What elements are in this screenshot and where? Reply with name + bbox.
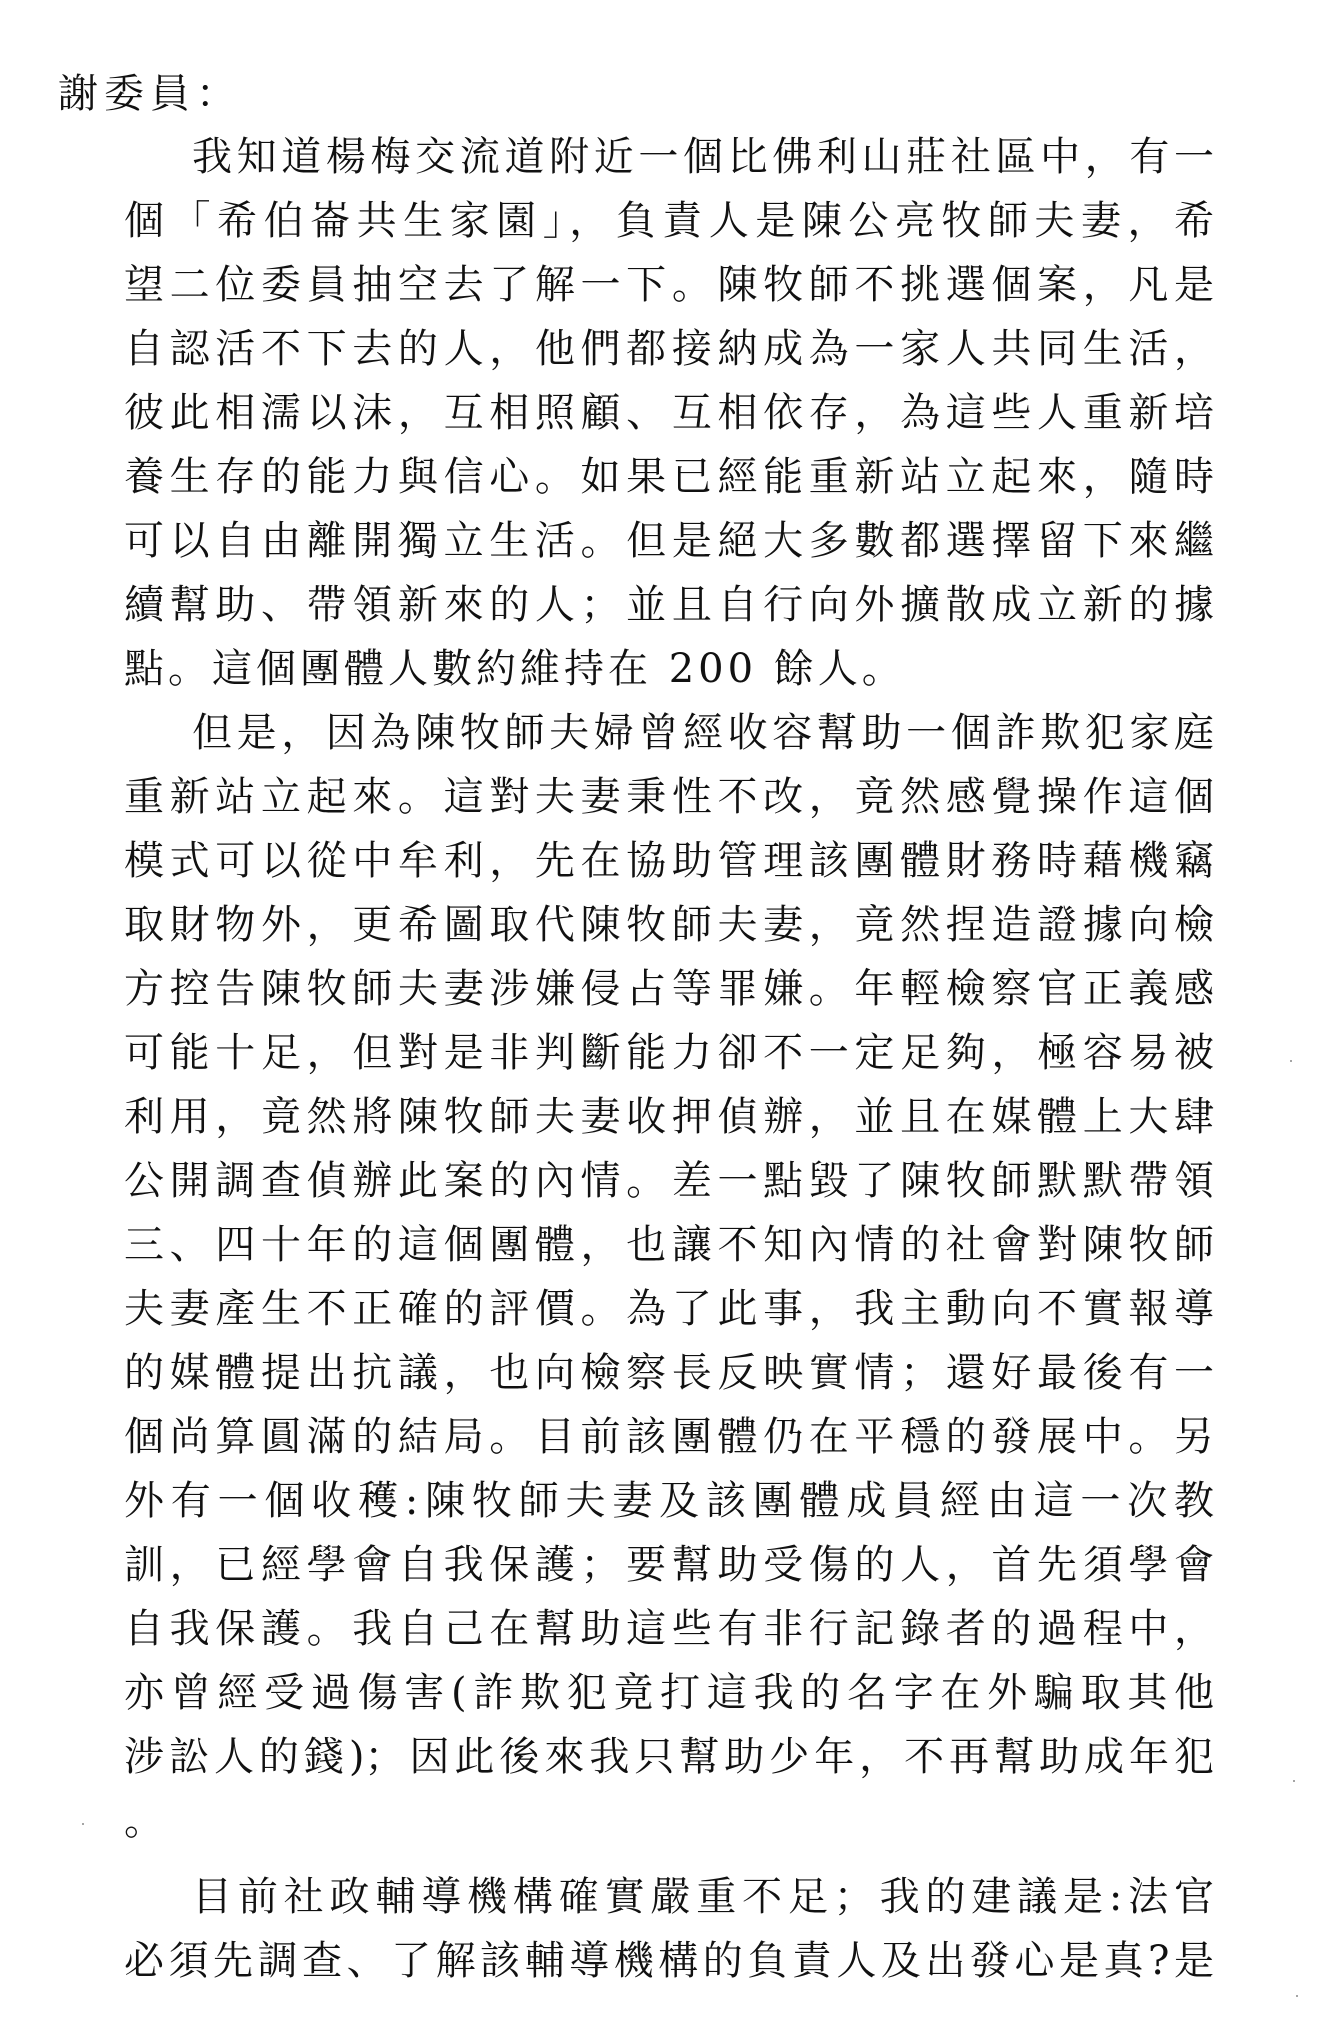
paragraph-2-line-12: 個尚算圓滿的結局。目前該團體仍在平穩的發展中。另 — [124, 1414, 1214, 1460]
scan-speck — [82, 1823, 84, 1825]
paragraph-1-line-4: 自認活不下去的人，他們都接納成為一家人共同生活， — [124, 326, 1214, 372]
paragraph-1-line-2: 個「希伯崙共生家園」，負責人是陳公亮牧師夫妻，希 — [124, 198, 1214, 244]
paragraph-1-line-6: 養生存的能力與信心。如果已經能重新站立起來，隨時 — [124, 454, 1214, 500]
paragraph-2-line-14: 訓，已經學會自我保護；要幫助受傷的人，首先須學會 — [124, 1542, 1214, 1588]
scan-speck — [1293, 1780, 1295, 1782]
paragraph-3-line-2: 必須先調查、了解該輔導機構的負責人及出發心是真?是 — [124, 1938, 1214, 1984]
paragraph-2-line-4: 取財物外，更希圖取代陳牧師夫妻，竟然捏造證據向檢 — [124, 902, 1214, 948]
paragraph-2-line-9: 三、四十年的這個團體，也讓不知內情的社會對陳牧師 — [124, 1222, 1214, 1268]
paragraph-2-line-1: 但是，因為陳牧師夫婦曾經收容幫助一個詐欺犯家庭 — [192, 710, 1214, 756]
paragraph-1-line-3: 望二位委員抽空去了解一下。陳牧師不挑選個案，凡是 — [124, 262, 1214, 308]
paragraph-1-line-8: 續幫助、帶領新來的人；並且自行向外擴散成立新的據 — [124, 582, 1214, 628]
paragraph-2-line-15: 自我保護。我自己在幫助這些有非行記錄者的過程中， — [124, 1606, 1214, 1652]
paragraph-2-line-2: 重新站立起來。這對夫妻秉性不改，竟然感覺操作這個 — [124, 774, 1214, 820]
paragraph-1-line-5: 彼此相濡以沫，互相照顧、互相依存，為這些人重新培 — [124, 390, 1214, 436]
paragraph-2-line-11: 的媒體提出抗議，也向檢察長反映實情；還好最後有一 — [124, 1350, 1214, 1396]
paragraph-2-line-8: 公開調查偵辦此案的內情。差一點毀了陳牧師默默帶領 — [124, 1158, 1214, 1204]
paragraph-1-line-9: 點。這個團體人數約維持在 200 餘人。 — [124, 646, 906, 692]
paragraph-3-line-1: 目前社政輔導機構確實嚴重不足；我的建議是:法官 — [192, 1874, 1214, 1920]
scan-speck — [1296, 1995, 1298, 1997]
paragraph-2-line-10: 夫妻產生不正確的評價。為了此事，我主動向不實報導 — [124, 1286, 1214, 1332]
paragraph-2-line-7: 利用，竟然將陳牧師夫妻收押偵辦，並且在媒體上大肆 — [124, 1094, 1214, 1140]
speaker-label: 謝委員： — [58, 71, 242, 117]
paragraph-2-line-6: 可能十足，但對是非判斷能力卻不一定足夠，極容易被 — [124, 1030, 1214, 1076]
paragraph-2-line-16: 亦曾經受過傷害(詐欺犯竟打這我的名字在外騙取其他 — [124, 1670, 1214, 1716]
paragraph-1-line-1: 我知道楊梅交流道附近一個比佛利山莊社區中，有一 — [192, 134, 1214, 180]
paragraph-2-line-3: 模式可以從中牟利，先在協助管理該團體財務時藉機竊 — [124, 838, 1214, 884]
paragraph-2-line-17: 涉訟人的錢)；因此後來我只幫助少年，不再幫助成年犯 — [124, 1734, 1214, 1780]
paragraph-2-line-18: 。 — [124, 1798, 164, 1844]
paragraph-2-line-13: 外有一個收穫:陳牧師夫妻及該團體成員經由這一次教 — [124, 1478, 1214, 1524]
scan-speck — [1290, 1060, 1292, 1062]
paragraph-1-line-7: 可以自由離開獨立生活。但是絕大多數都選擇留下來繼 — [124, 518, 1214, 564]
paragraph-2-line-5: 方控告陳牧師夫妻涉嫌侵占等罪嫌。年輕檢察官正義感 — [124, 966, 1214, 1012]
